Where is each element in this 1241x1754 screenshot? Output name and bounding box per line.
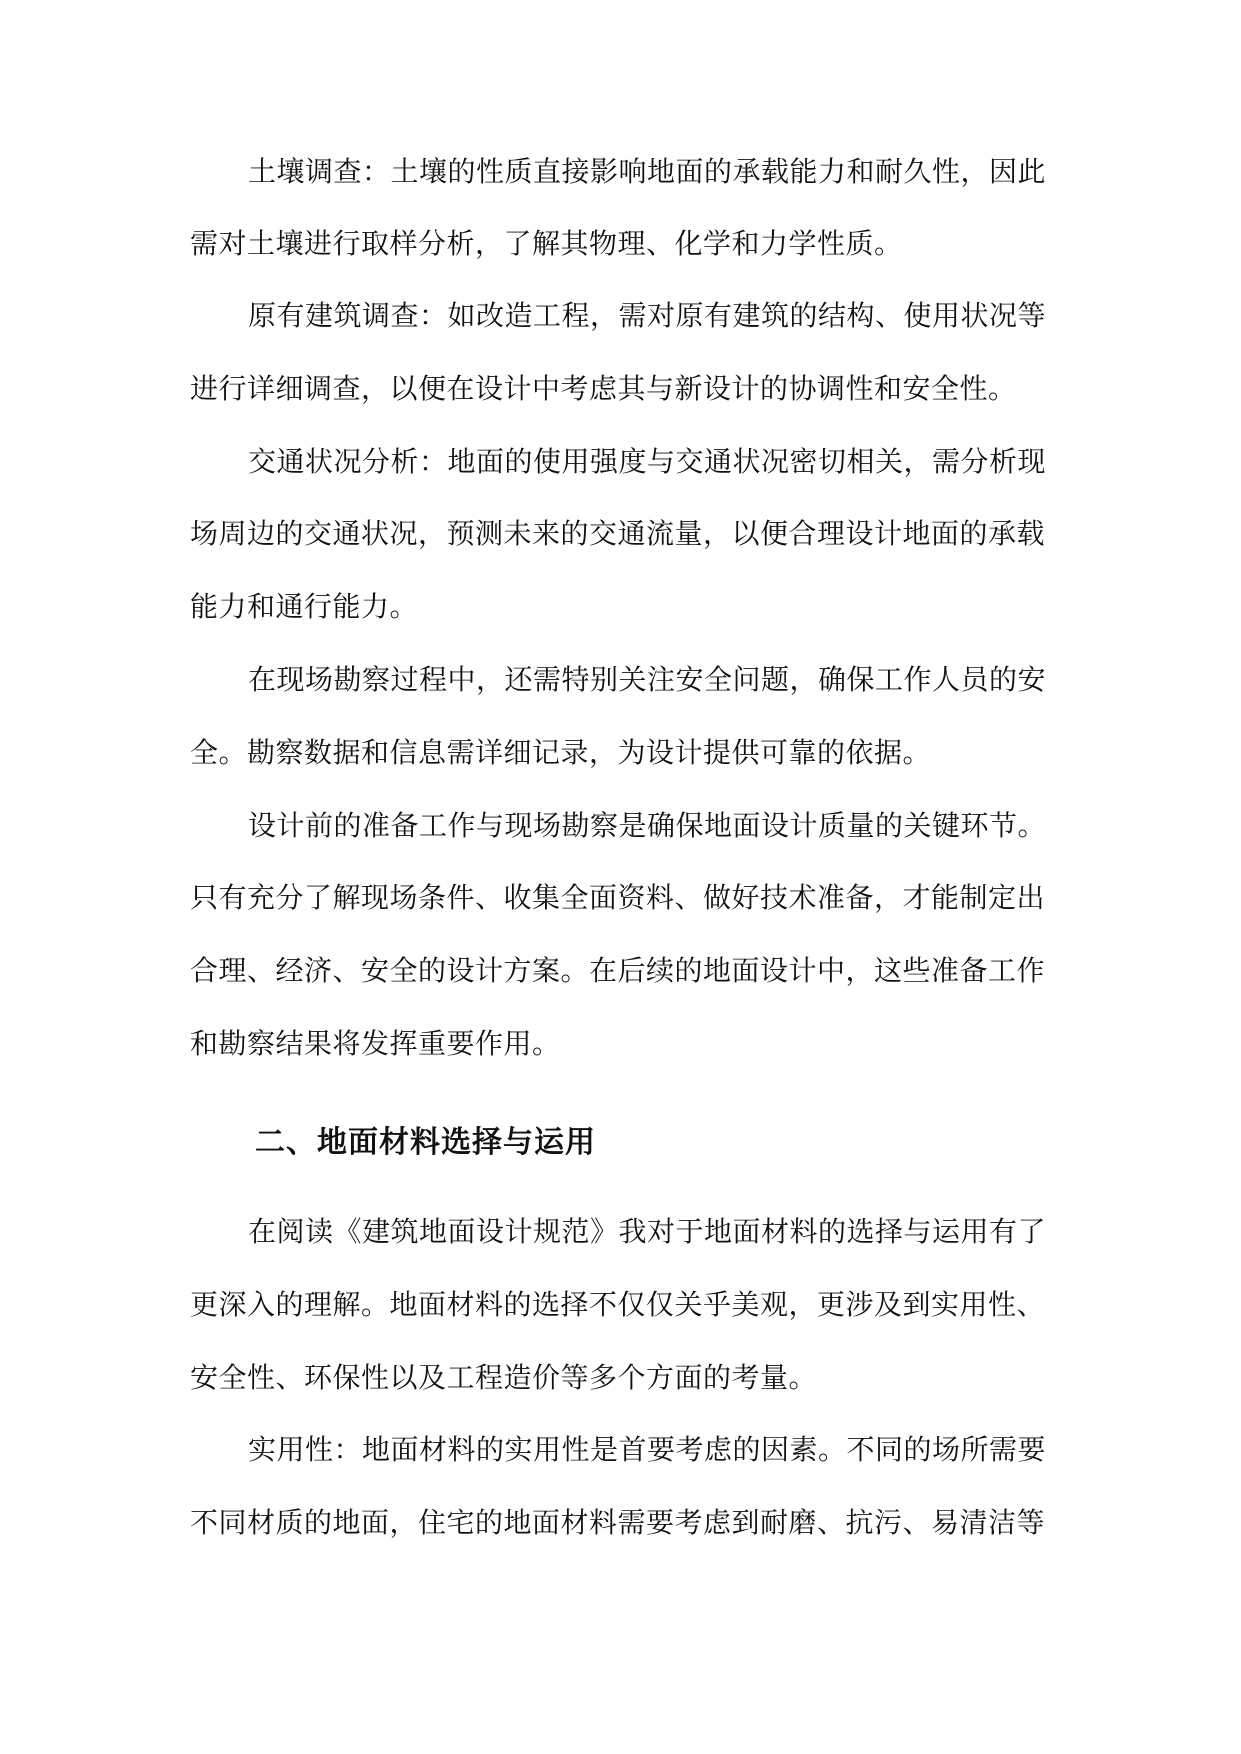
paragraph-line: 原有建筑调查：如改造工程，需对原有建筑的结构、使用状况等 — [248, 299, 1047, 332]
paragraph-line: 在现场勘察过程中，还需特别关注安全问题，确保工作人员的安 — [248, 663, 1047, 696]
paragraph-line: 土壤调查：土壤的性质直接影响地面的承载能力和耐久性，因此 — [248, 155, 1047, 188]
paragraph-line: 进行详细调查，以便在设计中考虑其与新设计的协调性和安全性。 — [190, 372, 1017, 405]
paragraph-line: 设计前的准备工作与现场勘察是确保地面设计质量的关键环节。 — [248, 809, 1047, 842]
paragraph-line: 全。勘察数据和信息需详细记录，为设计提供可靠的依据。 — [190, 736, 932, 769]
paragraph-line: 不同材质的地面，住宅的地面材料需要考虑到耐磨、抗污、易清洁等 — [190, 1506, 1046, 1539]
paragraph-line: 只有充分了解现场条件、收集全面资料、做好技术准备，才能制定出 — [190, 881, 1046, 914]
section-heading: 二、地面材料选择与运用 — [255, 1125, 596, 1160]
paragraph-line: 交通状况分析：地面的使用强度与交通状况密切相关，需分析现 — [248, 445, 1047, 478]
paragraph-line: 在阅读《建筑地面设计规范》我对于地面材料的选择与运用有了 — [248, 1215, 1047, 1248]
paragraph-line: 合理、经济、安全的设计方案。在后续的地面设计中，这些准备工作 — [190, 954, 1046, 987]
paragraph-line: 更深入的理解。地面材料的选择不仅仅关乎美观，更涉及到实用性、 — [190, 1288, 1046, 1321]
paragraph-line: 安全性、环保性以及工程造价等多个方面的考量。 — [190, 1361, 818, 1394]
paragraph-line: 和勘察结果将发挥重要作用。 — [190, 1027, 561, 1060]
paragraph-line: 实用性：地面材料的实用性是首要考虑的因素。不同的场所需要 — [248, 1433, 1047, 1466]
paragraph-line: 能力和通行能力。 — [190, 590, 419, 623]
paragraph-line: 需对土壤进行取样分析，了解其物理、化学和力学性质。 — [190, 227, 903, 260]
paragraph-line: 场周边的交通状况，预测未来的交通流量，以便合理设计地面的承载 — [190, 517, 1046, 550]
